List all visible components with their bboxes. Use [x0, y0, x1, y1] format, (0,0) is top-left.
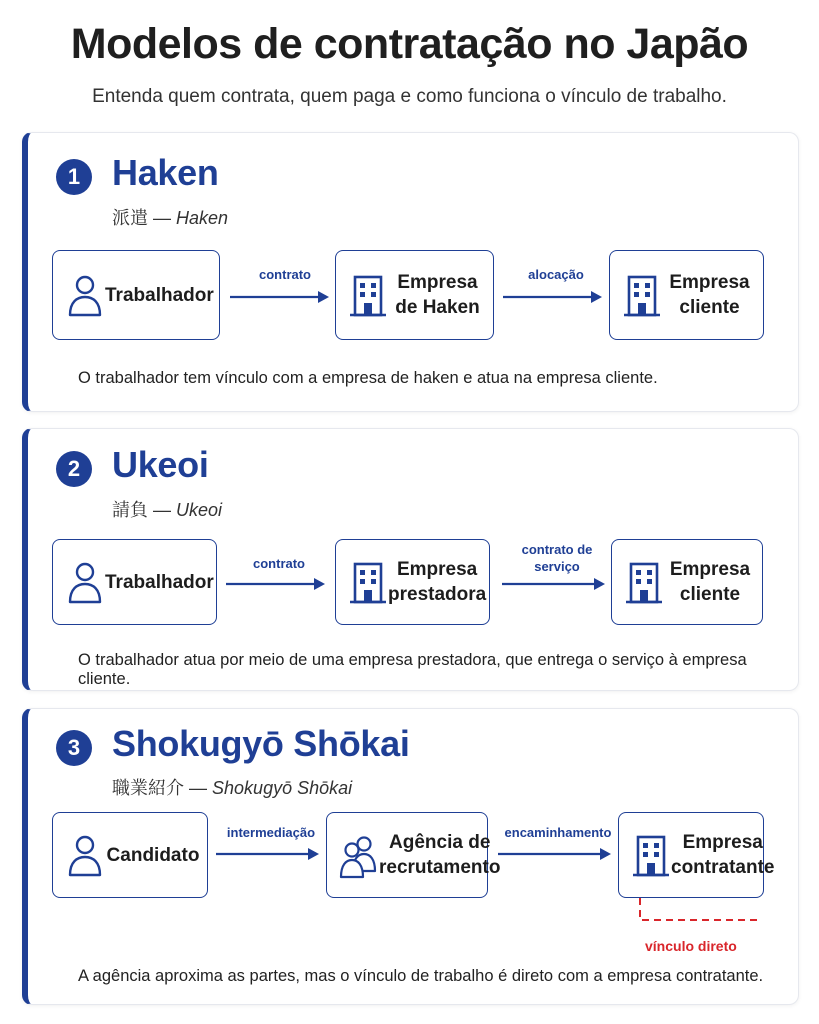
- node-haken-company: [335, 250, 494, 340]
- model-title: Haken: [112, 152, 219, 193]
- page-subtitle: Entenda quem contrata, quem paga e como funciona o vínculo de trabalho.: [92, 86, 727, 107]
- model-description: O trabalhador tem vínculo com a empresa de haken e atua na empresa cliente.: [78, 369, 658, 387]
- people-icon: [339, 831, 379, 879]
- building-icon: [624, 558, 664, 606]
- page-title: Modelos de contratação no Japão: [70, 20, 749, 68]
- number-badge: 3: [56, 730, 92, 766]
- arrow-label: contrato de serviço: [521, 542, 593, 574]
- node-worker: [52, 539, 217, 625]
- model-description: A agência aproxima as partes, mas o vínculo de trabalho é direto com a empresa contratante.: [78, 967, 764, 985]
- building-icon: [348, 271, 388, 319]
- direct-link-label: vínculo direto: [645, 938, 737, 954]
- node-label: Empresa contratante: [671, 832, 775, 878]
- dash: —: [189, 778, 208, 798]
- number-badge: 1: [56, 159, 92, 195]
- model-description: O trabalhador atua por meio de uma empresa prestadora, que entrega o serviço à empresa cliente.: [78, 651, 747, 688]
- arrow-right-icon: [498, 847, 612, 861]
- model-title: Shokugyō Shōkai: [112, 723, 410, 764]
- model-title: Ukeoi: [112, 444, 209, 485]
- model-subtitle: [112, 204, 228, 230]
- model-subtitle: [112, 496, 222, 522]
- dash: —: [153, 208, 172, 228]
- arrow-right-icon: [503, 290, 603, 304]
- arrow-label: contrato: [259, 267, 311, 282]
- arrow-label: alocação: [528, 267, 584, 282]
- arrow-right-icon: [216, 847, 320, 861]
- node-recruitment-agency: [326, 812, 501, 898]
- arrow-right-icon: [502, 577, 606, 591]
- arrow-right-icon: [230, 290, 330, 304]
- model-subtitle: [112, 774, 352, 800]
- person-icon: [65, 558, 105, 606]
- arrow-label: encaminhamento: [504, 825, 612, 840]
- number-badge: 2: [56, 451, 92, 487]
- node-label: Empresa de Haken: [395, 272, 480, 318]
- node-label: Empresa cliente: [669, 559, 751, 605]
- japanese-term: 請負: [112, 500, 148, 521]
- node-label: Trabalhador: [105, 571, 214, 593]
- node-client-company: [611, 539, 763, 625]
- arrow-right-icon: [226, 577, 326, 591]
- arrow-label: intermediação: [226, 825, 316, 840]
- model-card-shokugyo-shokai: [22, 708, 799, 1005]
- node-hiring-company: [618, 812, 775, 898]
- node-label: Empresa prestadora: [388, 559, 487, 605]
- person-icon: [65, 831, 105, 879]
- node-candidate: [52, 812, 208, 898]
- node-worker: [52, 250, 220, 340]
- arrow-label: contrato: [253, 556, 305, 571]
- model-card-ukeoi: [22, 428, 799, 691]
- node-label: Candidato: [106, 844, 200, 866]
- model-card-haken: [22, 132, 799, 412]
- node-label: Empresa cliente: [669, 272, 750, 318]
- romaji-term: Ukeoi: [176, 500, 223, 520]
- building-icon: [622, 271, 662, 319]
- direct-link-line: [638, 898, 764, 926]
- dash: —: [153, 500, 172, 520]
- romaji-term: Haken: [176, 208, 229, 228]
- romaji-term: Shokugyō Shōkai: [212, 778, 353, 798]
- building-icon: [348, 558, 388, 606]
- japanese-term: 派遣: [112, 208, 148, 229]
- japanese-term: 職業紹介: [112, 778, 184, 799]
- node-label: Agência de recrutamento: [379, 832, 501, 878]
- node-label: Trabalhador: [105, 284, 214, 306]
- node-client-company: [609, 250, 764, 340]
- node-service-provider: [335, 539, 490, 625]
- building-icon: [631, 831, 671, 879]
- person-icon: [65, 271, 105, 319]
